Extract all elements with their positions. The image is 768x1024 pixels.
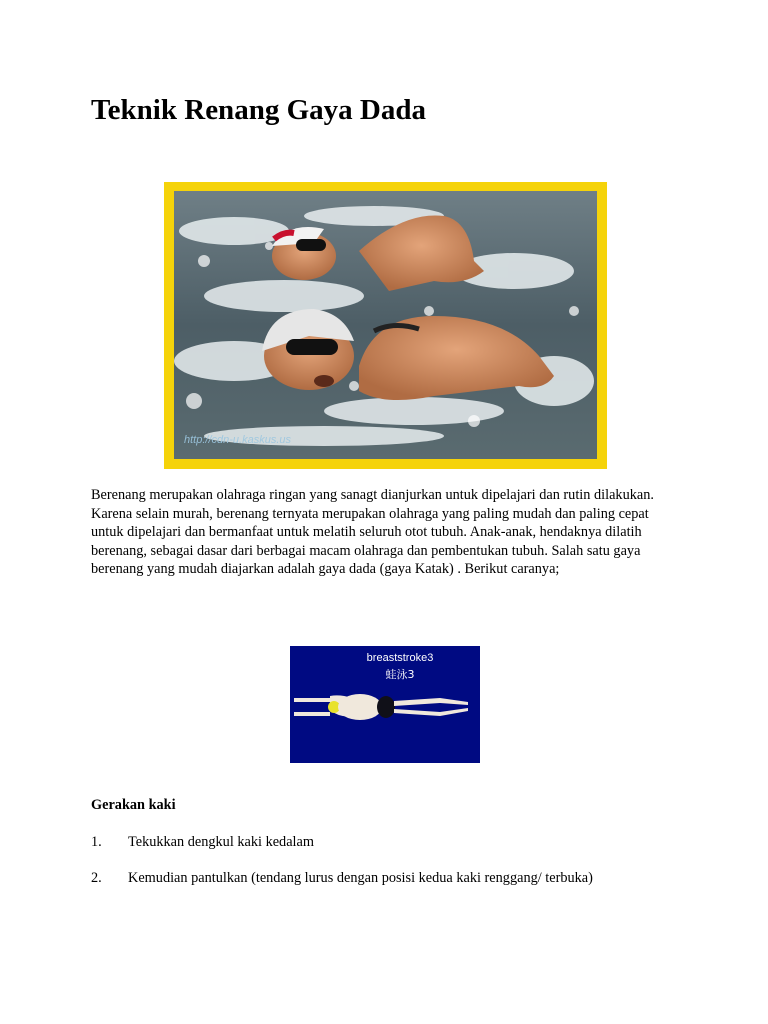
step-number: 1.	[91, 834, 102, 850]
step-text: Tekukkan dengkul kaki kedalam	[128, 834, 314, 850]
diagram-label-zh: 蛙泳3	[385, 668, 415, 681]
page-title: Teknik Renang Gaya Dada	[91, 94, 426, 126]
intro-paragraph: Berenang merupakan olahraga ringan yang sanagt dianjurkan untuk dipelajari dan rutin dilakukan. Karena selain murah, berenang ternyata merupakan olahraga yang paling mudah dan paling cepat untuk dipelajari dan bermanfaat untuk melatih seluruh otot tubuh. Anak-anak, hendaknya dilatih berenang, sebagai dasar dari berbagai macam olahraga dan pembentukan tubuh. Salah satu gaya berenang yang mudah diajarkan adalah gaya dada (gaya Katak) . Berikut caranya;	[91, 487, 654, 578]
diagram-label-en: breaststroke3	[366, 652, 434, 664]
photo-watermark: http://cdn-u.kaskus.us	[184, 434, 291, 446]
swimmer-figure-illustration	[290, 646, 480, 763]
section-heading-leg-movement: Gerakan kaki	[91, 797, 176, 813]
swimmers-photo	[174, 191, 597, 459]
breaststroke-diagram	[290, 646, 480, 763]
swimmers-photo-frame	[164, 182, 607, 469]
step-number: 2.	[91, 870, 102, 886]
step-text: Kemudian pantulkan (tendang lurus dengan posisi kedua kaki renggang/ terbuka)	[128, 870, 593, 886]
